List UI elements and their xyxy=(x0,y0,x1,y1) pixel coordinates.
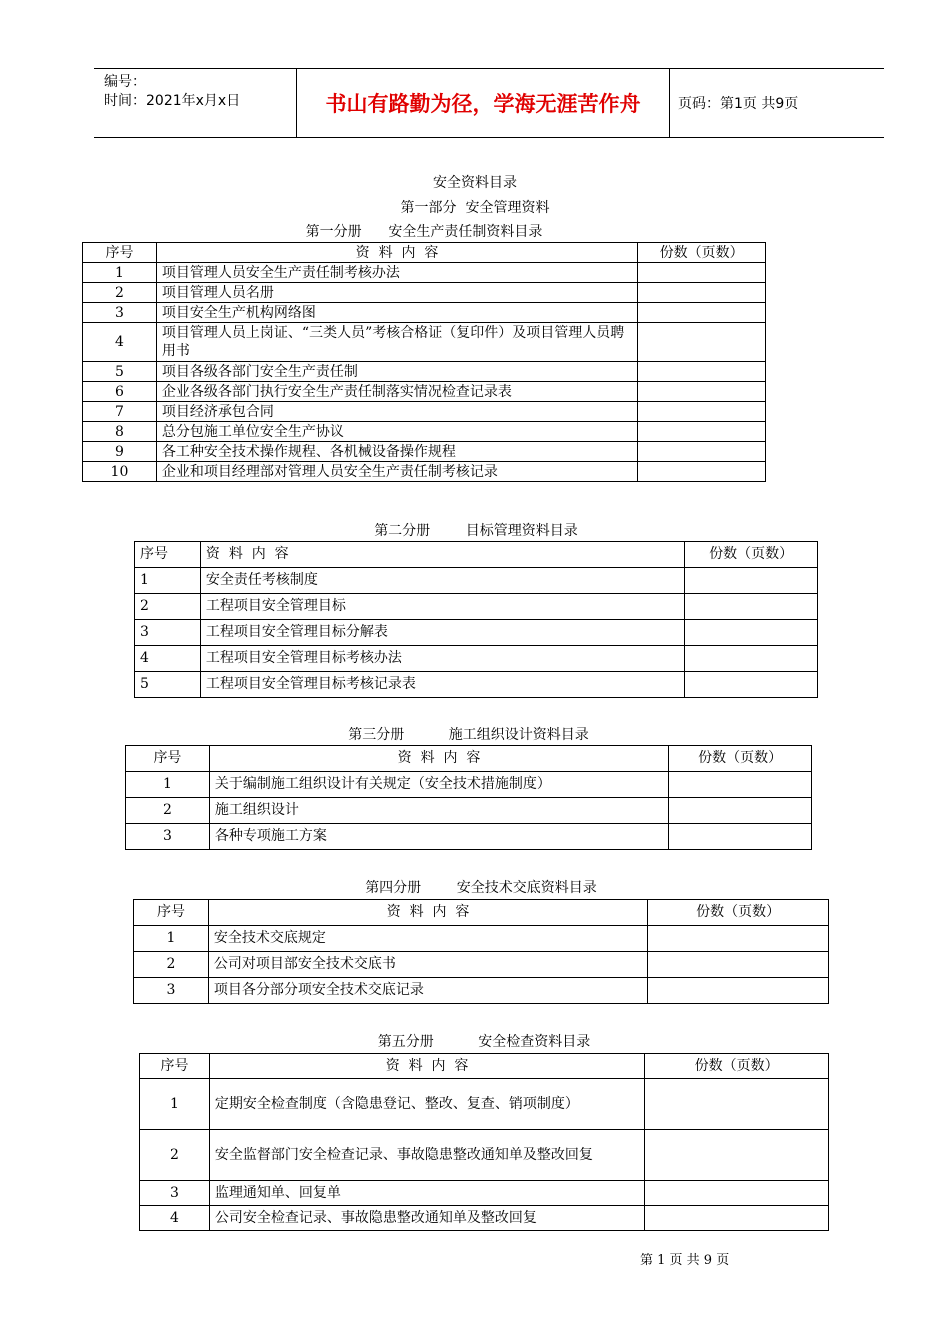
table-row xyxy=(140,1079,829,1130)
row-no: 1 xyxy=(135,568,201,594)
row-text: 工程项目安全管理目标考核记录表 xyxy=(200,672,684,698)
code-label: 编号： xyxy=(104,74,146,90)
row-pages xyxy=(638,422,766,442)
table-row xyxy=(135,620,818,646)
col-pages-header: 份数（页数） xyxy=(645,1054,829,1079)
col-content-header: 资 料 内 容 xyxy=(156,243,637,263)
table-row xyxy=(83,303,766,323)
table-row xyxy=(135,594,818,620)
table-row xyxy=(83,283,766,303)
row-text: 安全技术交底规定 xyxy=(208,926,647,952)
row-no: 7 xyxy=(83,402,157,422)
row-text: 项目各分部分项安全技术交底记录 xyxy=(208,978,647,1004)
row-pages xyxy=(638,362,766,382)
col-content-header: 资 料 内 容 xyxy=(209,746,668,772)
col-content-header: 资 料 内 容 xyxy=(209,1054,644,1079)
col-pages-header: 份数（页数） xyxy=(638,243,766,263)
row-no: 3 xyxy=(126,824,210,850)
table-row xyxy=(140,1181,829,1206)
row-text: 工程项目安全管理目标分解表 xyxy=(200,620,684,646)
col-no-header: 序号 xyxy=(83,243,157,263)
row-pages xyxy=(685,646,818,672)
table-row xyxy=(83,362,766,382)
row-text: 定期安全检查制度（含隐患登记、整改、复查、销项制度） xyxy=(209,1079,644,1130)
table-row xyxy=(135,672,818,698)
row-no: 4 xyxy=(135,646,201,672)
row-pages xyxy=(638,462,766,482)
table-row xyxy=(126,772,812,798)
table-row xyxy=(134,926,829,952)
page-header xyxy=(94,68,884,138)
row-no: 2 xyxy=(134,952,209,978)
row-pages xyxy=(669,798,812,824)
row-text: 各工种安全技术操作规程、各机械设备操作规程 xyxy=(156,442,637,462)
row-pages xyxy=(638,402,766,422)
row-no: 1 xyxy=(126,772,210,798)
row-text: 公司安全检查记录、事故隐患整改通知单及整改回复 xyxy=(209,1206,644,1231)
section2-title: 第二分册 目标管理资料目录 xyxy=(374,523,578,539)
row-pages xyxy=(648,978,829,1004)
col-no-header: 序号 xyxy=(140,1054,210,1079)
table-row xyxy=(83,323,766,362)
col-no-header: 序号 xyxy=(134,900,209,926)
row-text: 安全监督部门安全检查记录、事故隐患整改通知单及整改回复 xyxy=(209,1130,644,1181)
row-pages xyxy=(638,283,766,303)
table-row xyxy=(135,646,818,672)
row-pages xyxy=(669,824,812,850)
row-pages xyxy=(669,772,812,798)
table-header-row xyxy=(83,243,766,263)
time-label: 时间：2021年x月x日 xyxy=(104,93,241,109)
row-pages xyxy=(645,1079,829,1130)
row-no: 4 xyxy=(140,1206,210,1231)
row-pages xyxy=(638,442,766,462)
row-text: 企业各级各部门执行安全生产责任制落实情况检查记录表 xyxy=(156,382,637,402)
row-pages xyxy=(645,1206,829,1231)
row-pages xyxy=(685,620,818,646)
page-footer: 第 1 页 共 9 页 xyxy=(640,1253,730,1268)
table-row xyxy=(126,824,812,850)
row-pages xyxy=(645,1130,829,1181)
row-pages xyxy=(685,672,818,698)
row-pages xyxy=(638,263,766,283)
section3-title: 第三分册 施工组织设计资料目录 xyxy=(348,727,589,743)
table-row xyxy=(83,422,766,442)
section1-title: 第一分册 安全生产责任制资料目录 xyxy=(305,224,543,240)
row-no: 2 xyxy=(135,594,201,620)
table-row xyxy=(83,462,766,482)
row-pages xyxy=(638,382,766,402)
row-no: 1 xyxy=(134,926,209,952)
row-pages xyxy=(648,926,829,952)
row-text: 各种专项施工方案 xyxy=(209,824,668,850)
col-content-header: 资 料 内 容 xyxy=(200,542,684,568)
header-motto: 书山有路勤为径，学海无涯苦作舟 xyxy=(296,69,670,137)
row-no: 3 xyxy=(134,978,209,1004)
section4-title: 第四分册 安全技术交底资料目录 xyxy=(365,880,597,896)
section3-table xyxy=(125,745,812,850)
table-row xyxy=(135,568,818,594)
row-pages xyxy=(638,323,766,362)
row-no: 9 xyxy=(83,442,157,462)
row-text: 项目管理人员安全生产责任制考核办法 xyxy=(156,263,637,283)
col-no-header: 序号 xyxy=(126,746,210,772)
row-text: 企业和项目经理部对管理人员安全生产责任制考核记录 xyxy=(156,462,637,482)
row-text: 项目管理人员名册 xyxy=(156,283,637,303)
row-no: 2 xyxy=(83,283,157,303)
col-pages-header: 份数（页数） xyxy=(669,746,812,772)
table-row xyxy=(83,263,766,283)
table-header-row xyxy=(134,900,829,926)
row-text: 工程项目安全管理目标 xyxy=(200,594,684,620)
section4-table xyxy=(133,899,829,1004)
row-text: 项目经济承包合同 xyxy=(156,402,637,422)
col-no-header: 序号 xyxy=(135,542,201,568)
header-meta xyxy=(104,73,299,111)
table-header-row xyxy=(140,1054,829,1079)
table-row xyxy=(140,1130,829,1181)
section5-table xyxy=(139,1053,829,1231)
row-no: 5 xyxy=(83,362,157,382)
row-no: 10 xyxy=(83,462,157,482)
table-row xyxy=(134,978,829,1004)
col-pages-header: 份数（页数） xyxy=(685,542,818,568)
row-pages xyxy=(645,1181,829,1206)
row-no: 6 xyxy=(83,382,157,402)
row-text: 项目管理人员上岗证、“三类人员”考核合格证（复印件）及项目管理人员聘用书 xyxy=(156,323,637,362)
row-text: 监理通知单、回复单 xyxy=(209,1181,644,1206)
row-pages xyxy=(685,568,818,594)
row-no: 3 xyxy=(135,620,201,646)
row-text: 公司对项目部安全技术交底书 xyxy=(208,952,647,978)
section2-table xyxy=(134,541,818,698)
row-no: 3 xyxy=(140,1181,210,1206)
table-header-row xyxy=(126,746,812,772)
col-pages-header: 份数（页数） xyxy=(648,900,829,926)
row-no: 5 xyxy=(135,672,201,698)
row-no: 3 xyxy=(83,303,157,323)
row-no: 2 xyxy=(126,798,210,824)
table-row xyxy=(140,1206,829,1231)
row-text: 项目安全生产机构网络图 xyxy=(156,303,637,323)
row-text: 总分包施工单位安全生产协议 xyxy=(156,422,637,442)
row-text: 施工组织设计 xyxy=(209,798,668,824)
row-text: 安全责任考核制度 xyxy=(200,568,684,594)
row-pages xyxy=(685,594,818,620)
row-pages xyxy=(648,952,829,978)
table-row xyxy=(83,382,766,402)
table-row xyxy=(134,952,829,978)
doc-title: 安全资料目录 xyxy=(433,175,517,191)
row-text: 项目各级各部门安全生产责任制 xyxy=(156,362,637,382)
table-header-row xyxy=(135,542,818,568)
row-no: 4 xyxy=(83,323,157,362)
header-page-label: 页码：第1页 共9页 xyxy=(678,96,799,112)
row-text: 关于编制施工组织设计有关规定（安全技术措施制度） xyxy=(209,772,668,798)
section1-table xyxy=(82,242,766,482)
row-no: 8 xyxy=(83,422,157,442)
row-no: 1 xyxy=(140,1079,210,1130)
section5-title: 第五分册 安全检查资料目录 xyxy=(377,1034,591,1050)
row-pages xyxy=(638,303,766,323)
row-text: 工程项目安全管理目标考核办法 xyxy=(200,646,684,672)
row-no: 2 xyxy=(140,1130,210,1181)
table-row xyxy=(83,402,766,422)
table-row xyxy=(83,442,766,462)
table-row xyxy=(126,798,812,824)
col-content-header: 资 料 内 容 xyxy=(208,900,647,926)
row-no: 1 xyxy=(83,263,157,283)
part-title: 第一部分 安全管理资料 xyxy=(400,200,550,216)
